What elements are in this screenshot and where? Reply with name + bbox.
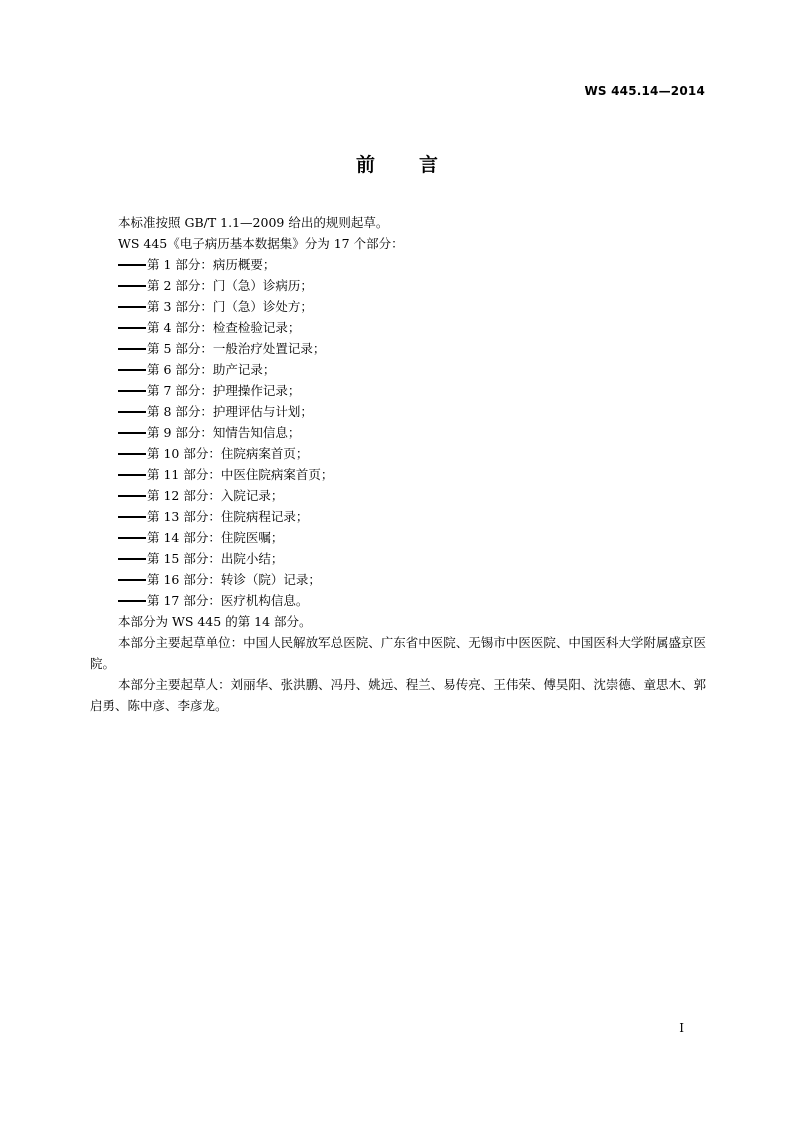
list-item: 第 15 部分：出院小结； — [90, 548, 706, 569]
paragraph-parts-intro: WS 445《电子病历基本数据集》分为 17 个部分： — [118, 236, 404, 251]
dash-mark — [118, 285, 146, 287]
dash-mark — [118, 369, 146, 371]
list-item: 第 17 部分：医疗机构信息。 — [90, 590, 706, 611]
dash-mark — [118, 348, 146, 350]
dash-mark — [118, 600, 146, 602]
list-item: 第 3 部分：门（急）诊处方； — [90, 296, 706, 317]
paragraph-drafting-units: 本部分主要起草单位：中国人民解放军总医院、广东省中医院、无锡市中医医院、中国医科大学附属盛京医院。 — [90, 635, 706, 671]
list-item: 第 7 部分：护理操作记录； — [90, 380, 706, 401]
parts-list — [90, 254, 706, 611]
list-item: 第 13 部分：住院病程记录； — [90, 506, 706, 527]
list-item: 第 1 部分：病历概要； — [90, 254, 706, 275]
dash-mark — [118, 453, 146, 455]
page-title: 前言 — [355, 154, 482, 176]
dash-mark — [118, 411, 146, 413]
dash-mark — [118, 558, 146, 560]
dash-mark — [118, 516, 146, 518]
list-item: 第 8 部分：护理评估与计划； — [90, 401, 706, 422]
dash-mark — [118, 537, 146, 539]
list-item: 第 16 部分：转诊（院）记录； — [90, 569, 706, 590]
dash-mark — [118, 432, 146, 434]
dash-mark — [118, 474, 146, 476]
dash-mark — [118, 495, 146, 497]
dash-mark — [118, 306, 146, 308]
paragraph-drafters: 本部分主要起草人：刘丽华、张洪鹏、冯丹、姚远、程兰、易传亮、王伟荣、傅昊阳、沈崇德、童思木、郭启勇、陈中彦、李彦龙。 — [90, 677, 706, 713]
list-item: 第 11 部分：中医住院病案首页； — [90, 464, 706, 485]
list-item: 第 14 部分：住院医嘱； — [90, 527, 706, 548]
list-item: 第 6 部分：助产记录； — [90, 359, 706, 380]
dash-mark — [118, 264, 146, 266]
list-item: 第 12 部分：入院记录； — [90, 485, 706, 506]
foreword-body — [90, 212, 706, 716]
page-number: I — [679, 1021, 684, 1035]
list-item: 第 9 部分：知情告知信息； — [90, 422, 706, 443]
list-item: 第 2 部分：门（急）诊病历； — [90, 275, 706, 296]
paragraph-part-number: 本部分为 WS 445 的第 14 部分。 — [118, 614, 312, 629]
list-item: 第 10 部分：住院病案首页； — [90, 443, 706, 464]
list-item: 第 5 部分：一般治疗处置记录； — [90, 338, 706, 359]
dash-mark — [118, 390, 146, 392]
paragraph-drafting-rules: 本标准按照 GB/T 1.1—2009 给出的规则起草。 — [118, 215, 389, 230]
dash-mark — [118, 327, 146, 329]
dash-mark — [118, 579, 146, 581]
document-code: WS 445.14—2014 — [584, 84, 705, 98]
list-item: 第 4 部分：检查检验记录； — [90, 317, 706, 338]
